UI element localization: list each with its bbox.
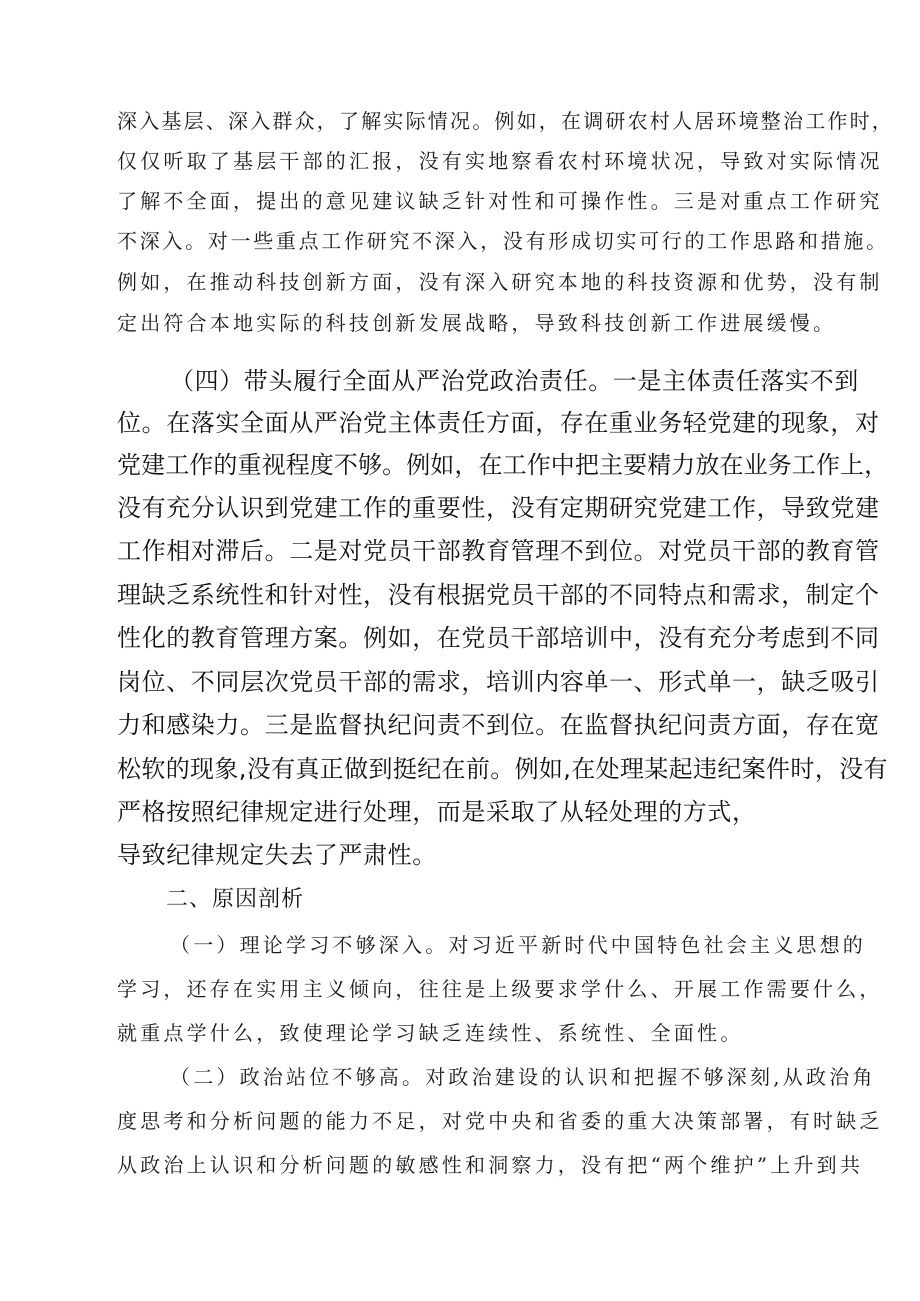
cause-two-line-2: 度思考和分析问题的能力不足，对党中央和省委的重大决策部署，有时缺乏 — [117, 1109, 883, 1133]
cause-one-line-2: 学习，还存在实用主义倾向，往往是上级要求学什么、开展工作需要什么， — [117, 977, 883, 1001]
intro-line-1: 深入基层、深入群众，了解实际情况。例如，在调研农村人居环境整治工作时， — [117, 109, 894, 133]
section-four-line-9: 力和感染力。三是监督执纪问责不到位。在监督执纪问责方面，存在宽 — [117, 711, 880, 739]
section-four-line-10: 松软的现象,没有真正做到挺纪在前。例如,在处理某起违纪案件时，没有 — [117, 755, 888, 783]
intro-line-2: 仅仅听取了基层干部的汇报，没有实地察看农村环境状况，导致对实际情况 — [117, 149, 883, 173]
section-four-line-8: 岗位、不同层次党员干部的需求，培训内容单一、形式单一，缺乏吸引 — [117, 668, 880, 696]
section-four-line-1: （四）带头履行全面从严治党政治责任。一是主体责任落实不到 — [170, 367, 859, 395]
intro-line-3: 了解不全面，提出的意见建议缺乏针对性和可操作性。三是对重点工作研究 — [117, 189, 883, 213]
section-four-line-5: 工作相对滞后。二是对党员干部教育管理不到位。对党员干部的教育管 — [117, 537, 880, 565]
section-four-line-3: 党建工作的重视程度不够。例如，在工作中把主要精力放在业务工作上， — [117, 451, 889, 479]
intro-line-6: 定出符合本地实际的科技创新发展战略，导致科技创新工作进展缓慢。 — [117, 311, 837, 335]
section-four-line-4: 没有充分认识到党建工作的重要性，没有定期研究党建工作，导致党建 — [117, 494, 880, 522]
intro-line-5: 例如，在推动科技创新方面，没有深入研究本地的科技资源和优势，没有制 — [117, 270, 883, 294]
section-four-line-2: 位。在落实全面从严治党主体责任方面，存在重业务轻党建的现象，对 — [117, 409, 880, 437]
cause-two-line-3: 从政治上认识和分析问题的敏感性和洞察力，没有把“两个维护”上升到共 — [117, 1153, 864, 1177]
section-four-line-11: 严格按照纪律规定进行处理，而是采取了从轻处理的方式， — [117, 798, 757, 826]
section-four-line-12: 导致纪律规定失去了严肃性。 — [117, 841, 437, 869]
section-two-heading: 二、原因剖析 — [166, 887, 305, 912]
cause-two-line-1: （二）政治站位不够高。对政治建设的认识和把握不够深刻,从政治角 — [170, 1065, 876, 1089]
section-four-line-7: 性化的教育管理方案。例如，在党员干部培训中，没有充分考虑到不同 — [117, 624, 880, 652]
section-four-line-6: 理缺乏系统性和针对性，没有根据党员干部的不同特点和需求，制定个 — [117, 581, 880, 609]
intro-line-4: 不深入。对一些重点工作研究不深入，没有形成切实可行的工作思路和措施。 — [117, 229, 889, 253]
cause-one-line-1: （一）理论学习不够深入。对习近平新时代中国特色社会主义思想的 — [170, 933, 866, 957]
cause-one-line-3: 就重点学什么，致使理论学习缺乏连续性、系统性、全面性。 — [117, 1021, 744, 1045]
